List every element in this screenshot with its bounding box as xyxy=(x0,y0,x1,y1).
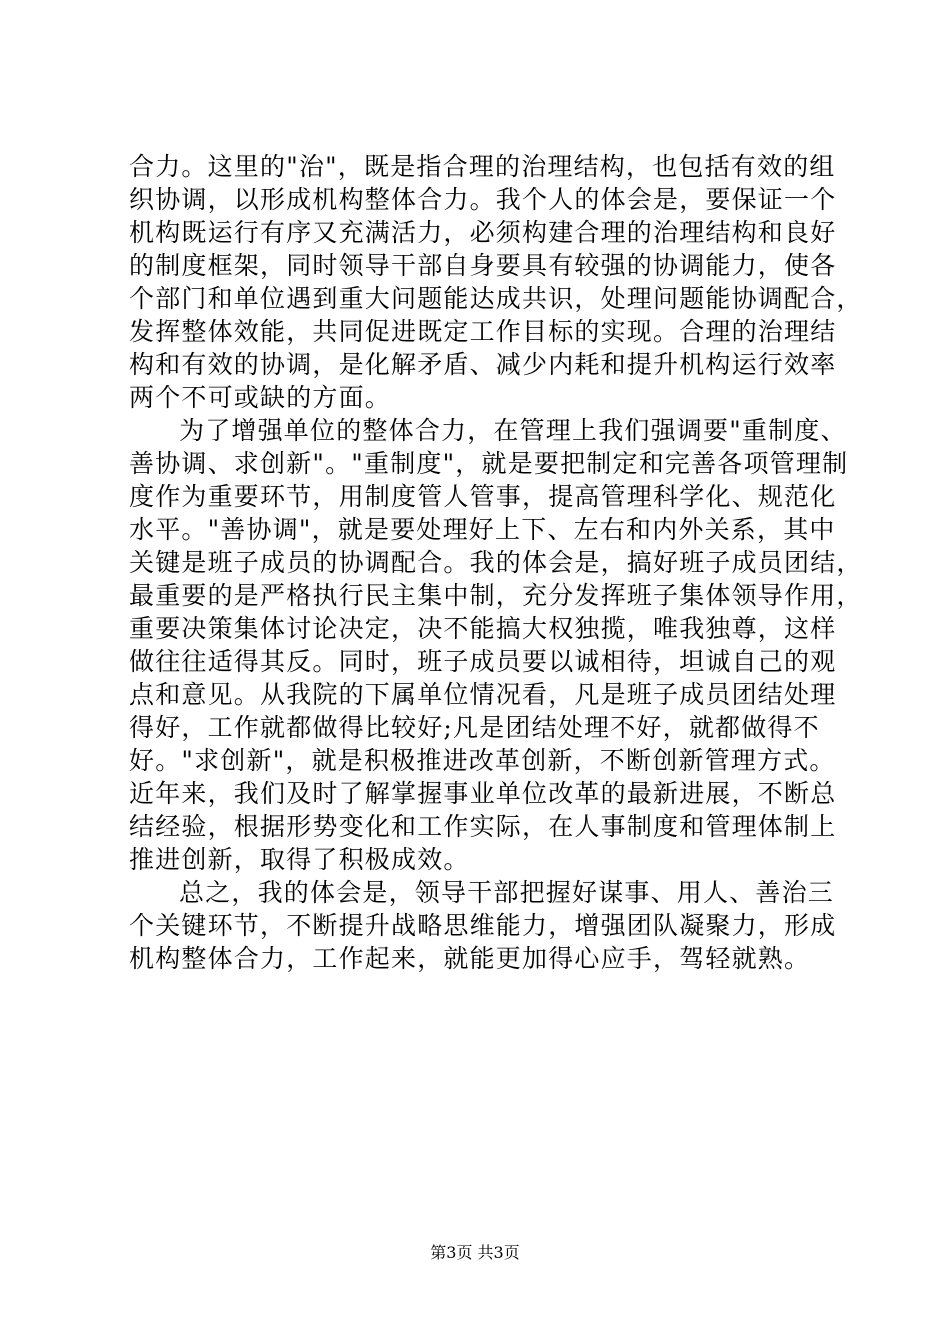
text-line: 个部门和单位遇到重大问题能达成共识，处理问题能协调配合， xyxy=(129,284,863,313)
text-line: 织协调，以形成机构整体合力。我个人的体会是，要保证一个 xyxy=(129,185,837,214)
text-line: 善协调、求创新"。"重制度"，就是要把制定和完善各项管理制 xyxy=(129,449,849,478)
text-line: 得好，工作就都做得比较好;凡是团结处理不好，就都做得不 xyxy=(129,713,820,742)
text-line: 重要决策集体讨论决定，决不能搞大权独揽，唯我独尊，这样 xyxy=(129,614,837,643)
text-line: 发挥整体效能，共同促进既定工作目标的实现。合理的治理结 xyxy=(129,317,837,346)
text-line: 结经验，根据形势变化和工作实际，在人事制度和管理体制上 xyxy=(129,812,837,841)
text-line: 构和有效的协调，是化解矛盾、减少内耗和提升机构运行效率 xyxy=(129,350,837,379)
paragraph-1 xyxy=(129,150,863,414)
text-line: 近年来，我们及时了解掌握事业单位改革的最新进展，不断总 xyxy=(129,779,837,808)
text-line: 关键是班子成员的协调配合。我的体会是，搞好班子成员团结， xyxy=(129,548,863,577)
text-line-indented: 为了增强单位的整体合力，在管理上我们强调要"重制度、 xyxy=(179,416,847,445)
text-line: 水平。"善协调"，就是要处理好上下、左右和内外关系，其中 xyxy=(129,515,836,544)
body-text xyxy=(129,150,863,975)
paragraph-2 xyxy=(129,414,863,876)
text-line: 最重要的是严格执行民主集中制，充分发挥班子集体领导作用， xyxy=(129,581,863,610)
text-line-indented: 总之，我的体会是，领导干部把握好谋事、用人、善治三 xyxy=(179,878,835,907)
text-line: 度作为重要环节，用制度管人管事，提高管理科学化、规范化 xyxy=(129,482,837,511)
text-line: 点和意见。从我院的下属单位情况看，凡是班子成员团结处理 xyxy=(129,680,837,709)
text-line: 推进创新，取得了积极成效。 xyxy=(129,845,470,874)
paragraph-3 xyxy=(129,876,837,975)
text-line: 机构既运行有序又充满活力，必须构建合理的治理结构和良好 xyxy=(129,218,837,247)
text-line: 两个不可或缺的方面。 xyxy=(129,383,392,412)
text-line: 机构整体合力，工作起来，就能更加得心应手，驾轻就熟。 xyxy=(129,944,811,973)
text-line: 做往往适得其反。同时，班子成员要以诚相待，坦诚自己的观 xyxy=(129,647,837,676)
text-line: 合力。这里的"治"，既是指合理的治理结构，也包括有效的组 xyxy=(129,152,836,181)
text-line: 个关键环节，不断提升战略思维能力，增强团队凝聚力，形成 xyxy=(129,911,837,940)
page-number-footer: 第3页 共3页 xyxy=(430,1243,520,1262)
text-line: 的制度框架，同时领导干部自身要具有较强的协调能力，使各 xyxy=(129,251,837,280)
text-line: 好。"求创新"，就是积极推进改革创新，不断创新管理方式。 xyxy=(129,746,836,775)
